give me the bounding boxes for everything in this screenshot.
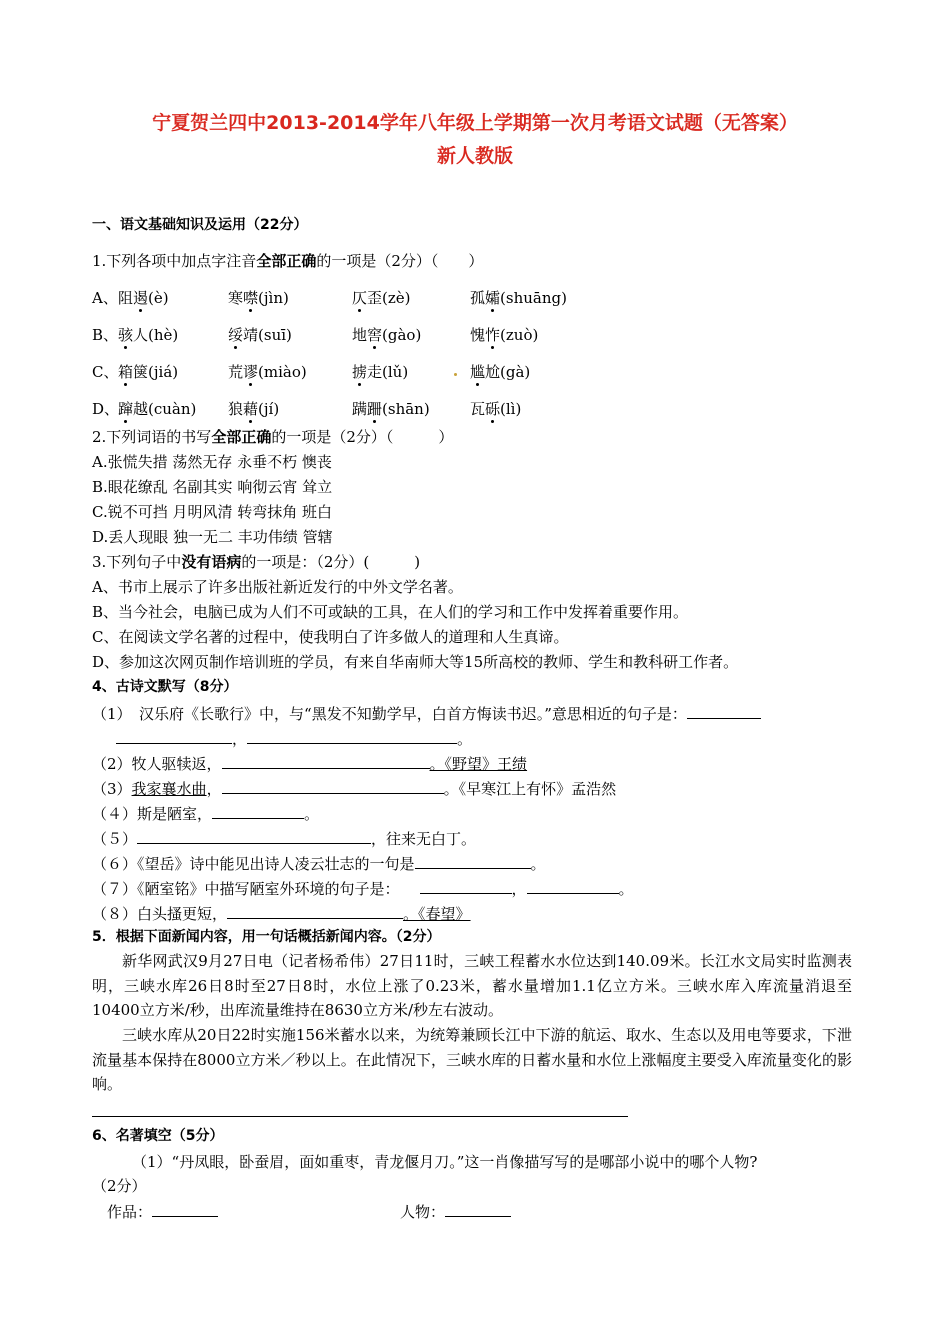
q4-line1-cont: ， 。 [116,727,472,749]
answer-blank[interactable] [420,877,512,894]
dotted-character: 孀 [485,289,501,307]
answer-blank[interactable] [222,752,430,769]
dotted-character: 跚 [367,400,383,418]
dotted-character: 仄 [352,289,368,307]
q5-answer-line[interactable] [92,1116,628,1117]
q1-option-word: 寒噤(jìn) [228,289,289,307]
q1-option-word: 箱箧(jiá) [118,363,179,381]
answer-blank[interactable] [137,827,371,844]
dotted-character: 藉 [243,400,259,418]
q1-option-label: C、 [92,363,119,381]
work-label: 作品： [107,1203,153,1221]
dotted-character: 箱 [118,363,134,381]
dotted-character: 蹿 [118,400,134,418]
q3-option-c: C、在阅读文学名著的过程中，使我明白了许多做人的道理和人生真谛。 [92,628,569,646]
dotted-character: 掳 [352,363,368,381]
q6-heading: 6、名著填空（5分） [92,1128,224,1144]
q1-option-word: 掳走(lǔ) [352,363,409,381]
q1-option-word: 荒谬(miào) [228,363,307,381]
q2-option-d: D.丢人现眼 独一无二 丰功伟绩 管辖 [92,528,333,546]
q1-option-word: 蹒跚(shān) [352,400,430,418]
q3-option-d: D、参加这次网页制作培训班的学员，有来自华南师大等15所高校的教师、学生和教科研工作者。 [92,653,739,671]
q1-option-word: 蹿越(cuàn) [118,400,197,418]
q1-option-word: 狼藉(jí) [228,400,280,418]
q5-news-paragraph-1: 新华网武汉9月27日电（记者杨希伟）27日11时，三峡工程蓄水水位达到140.09米。长江水文局实时监测表明，三峡水库26日8时至27日8时，水位上涨了0.23米，蓄水量增加1.1亿立方米。三峡水库入库流量消退至10400立方米/秒，出库流量维持在8630立方米/秒左右波动。 [92,952,852,1019]
answer-blank[interactable] [687,702,761,719]
q4-line2: （2）牧人驱犊返， 。《野望》王绩 [92,752,527,774]
q1-option-word: 阻遏(è) [118,289,169,307]
q2-stem: 2.下列词语的书写全部正确的一项是（2分）（ ） [92,428,454,446]
answer-blank[interactable] [527,877,619,894]
q4-line3: （3）我家襄水曲， 。《早寒江上有怀》孟浩然 [92,777,616,799]
q1-option-word: 瓦砾(lì) [470,400,522,418]
q2-option-c: C.锐不可挡 月明风清 转弯抹角 班白 [92,503,333,521]
q2-option-a: A.张慌失措 荡然无存 永垂不朽 懊丧 [92,453,332,471]
q4-line6: （６）《望岳》诗中能见出诗人凌云壮志的一句是 。 [92,852,546,874]
dotted-character: 噤 [243,289,259,307]
q1-option-word: 尴尬(gà) [470,363,531,381]
section-heading: 一、语文基础知识及运用（22分） [92,217,308,233]
dotted-character: 窖 [367,326,383,344]
person-label: 人物： [400,1203,446,1221]
dotted-character: 绥 [228,326,244,344]
q1-option-label: B、 [92,326,119,344]
work-answer-blank[interactable] [152,1200,218,1217]
dotted-character: 尴 [470,363,486,381]
q4-line5: （５） ，往来无白丁。 [92,827,476,849]
dotted-character: 砾 [485,400,501,418]
q4-line7: （７）《陋室铭》中描写陋室外环境的句子是： ， 。 [92,877,634,899]
answer-blank[interactable] [247,727,457,744]
q1-option-word: 地窖(gào) [352,326,422,344]
q2-option-b: B.眼花缭乱 名副其实 响彻云宵 耸立 [92,478,333,496]
q1-option-word: 愧怍(zuò) [470,326,539,344]
answer-blank[interactable] [415,852,531,869]
answer-blank[interactable] [227,902,403,919]
dotted-character: 谬 [243,363,259,381]
q3-stem: 3.下列句子中没有语病的一项是：（2分）( ) [92,553,421,571]
q5-news-paragraph-2: 三峡水库从20日22时实施156米蓄水以来，为统筹兼顾长江中下游的航运、取水、生态以及用电等要求，下泄流量基本保持在8000立方米／秒以上。在此情况下，三峡水库的日蓄水量和水位上涨幅度主要受入库流量变化的影响。 [92,1026,852,1093]
q4-line4: （４）斯是陋室， 。 [92,802,319,824]
person-answer-blank[interactable] [445,1200,511,1217]
stray-mark [454,373,457,376]
q1-stem: 1.下列各项中加点字注音全部正确的一项是（2分）（ ） [92,252,484,270]
q1-option-word: 绥靖(suī) [228,326,292,344]
q6-question: （1）“丹凤眼，卧蚕眉，面如重枣，青龙偃月刀。”这一肖像描写写的是哪部小说中的哪个人物? [132,1153,758,1171]
answer-blank[interactable] [222,777,444,794]
answer-blank[interactable] [212,802,304,819]
dotted-character: 骇 [118,326,134,344]
answer-blank[interactable] [116,727,232,744]
q5-heading: 5．根据下面新闻内容，用一句话概括新闻内容。（2分） [92,929,441,945]
q4-line8: （８）白头搔更短， 。《春望》 [92,902,471,924]
q1-option-label: D、 [92,400,120,418]
q1-option-label: A、 [92,289,118,307]
doc-title-line2: 新人教版 [436,145,513,167]
q6-work-row [107,1200,218,1222]
q6-person-row [400,1200,511,1222]
q3-option-b: B、当今社会，电脑已成为人们不可或缺的工具，在人们的学习和工作中发挥着重要作用。 [92,603,689,621]
q1-option-word: 仄歪(zè) [352,289,411,307]
q4-line1: （1） 汉乐府《长歌行》中，与“黑发不知勤学早，白首方悔读书迟。”意思相近的句子是： [92,702,761,724]
q3-option-a: A、书市上展示了许多出版社新近发行的中外文学名著。 [92,578,463,596]
q6-score: （2分） [92,1177,147,1195]
dotted-character: 遏 [133,289,149,307]
q1-option-word: 孤孀(shuāng) [470,289,567,307]
doc-title-line1: 宁夏贺兰四中2013-2014学年八年级上学期第一次月考语文试题（无答案） [152,112,798,134]
dotted-character: 怍 [485,326,501,344]
q4-heading: 4、古诗文默写（8分） [92,679,238,695]
q1-option-word: 骇人(hè) [118,326,179,344]
